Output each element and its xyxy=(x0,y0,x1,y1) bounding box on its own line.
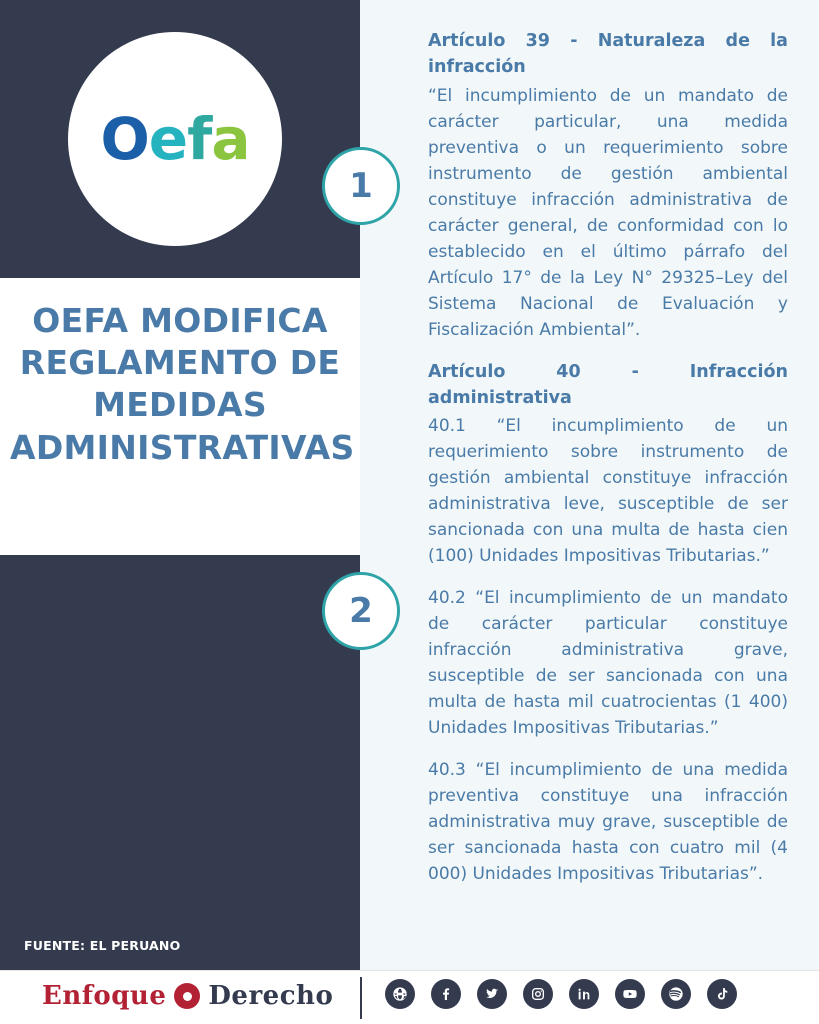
oefa-logo xyxy=(68,32,282,246)
logo-letter-f: f xyxy=(187,105,212,173)
right-content-panel xyxy=(360,0,819,970)
spotify-icon[interactable] xyxy=(661,979,691,1009)
linkedin-icon[interactable] xyxy=(569,979,599,1009)
left-bottom-band xyxy=(0,555,360,970)
article-39-heading: Artículo 39 - Naturaleza de la infracción xyxy=(428,31,788,78)
article-content xyxy=(428,28,788,887)
footer-bar xyxy=(0,970,819,1024)
step-badge-2: 2 xyxy=(322,572,400,650)
step-badge-1: 1 xyxy=(322,147,400,225)
instagram-icon[interactable] xyxy=(523,979,553,1009)
youtube-icon[interactable] xyxy=(615,979,645,1009)
page-title: OEFA MODIFICA REGLAMENTO DE MEDIDAS ADMINISTRATIVAS xyxy=(10,301,355,467)
article-40-clause-3: 40.3 “El incumplimiento de una medida preventiva constituye una infracción administrativa muy grave, susceptible de ser sancionada hasta con cuatro mil (4 000) Unidades Impositivas Tributarias”. xyxy=(428,760,788,884)
logo-letter-o: O xyxy=(100,105,149,173)
article-39-body: “El incumplimiento de un mandato de carácter particular, una medida preventiva o un requerimiento sobre instrumento de gestión ambiental constituye infracción administrativa de carácter general, de conformidad con lo establecido en el último párrafo del Artículo 17° de la Ley N° 29325–Ley del Sistema Nacional de Evaluación y Fiscalización Ambiental”. xyxy=(428,85,788,340)
footer-divider xyxy=(360,977,362,1019)
left-column xyxy=(0,0,360,1024)
oefa-logo-text xyxy=(68,105,282,173)
article-40-clause-2: 40.2 “El incumplimiento de un mandato de carácter particular constituye infracción administrativa grave, susceptible de ser sancionada con una multa de hasta mil cuatrocientas (1 400) Unidades Impositivas Tributarias.” xyxy=(428,588,788,738)
twitter-icon[interactable] xyxy=(477,979,507,1009)
facebook-icon[interactable] xyxy=(431,979,461,1009)
logo-letter-e: e xyxy=(148,105,188,173)
logo-letter-a: a xyxy=(211,105,250,173)
article-40-clause-1: 40.1 “El incumplimiento de un requerimiento sobre instrumento de gestión ambiental constituye infracción administrativa leve, susceptible de ser sancionada con una multa de hasta cien (100) Unidades Impositivas Tributarias.” xyxy=(428,416,788,566)
article-40-heading: Artículo 40 - Infracción administrativa xyxy=(428,361,788,408)
social-links xyxy=(385,979,737,1009)
brand-name-second: Derecho xyxy=(208,981,334,1011)
brand-name-first: Enfoque xyxy=(42,981,167,1011)
brand-dot-icon xyxy=(174,983,200,1009)
globe-icon[interactable] xyxy=(385,979,415,1009)
tiktok-icon[interactable] xyxy=(707,979,737,1009)
enfoque-derecho-logo xyxy=(42,981,333,1011)
source-label: FUENTE: EL PERUANO xyxy=(24,938,181,953)
